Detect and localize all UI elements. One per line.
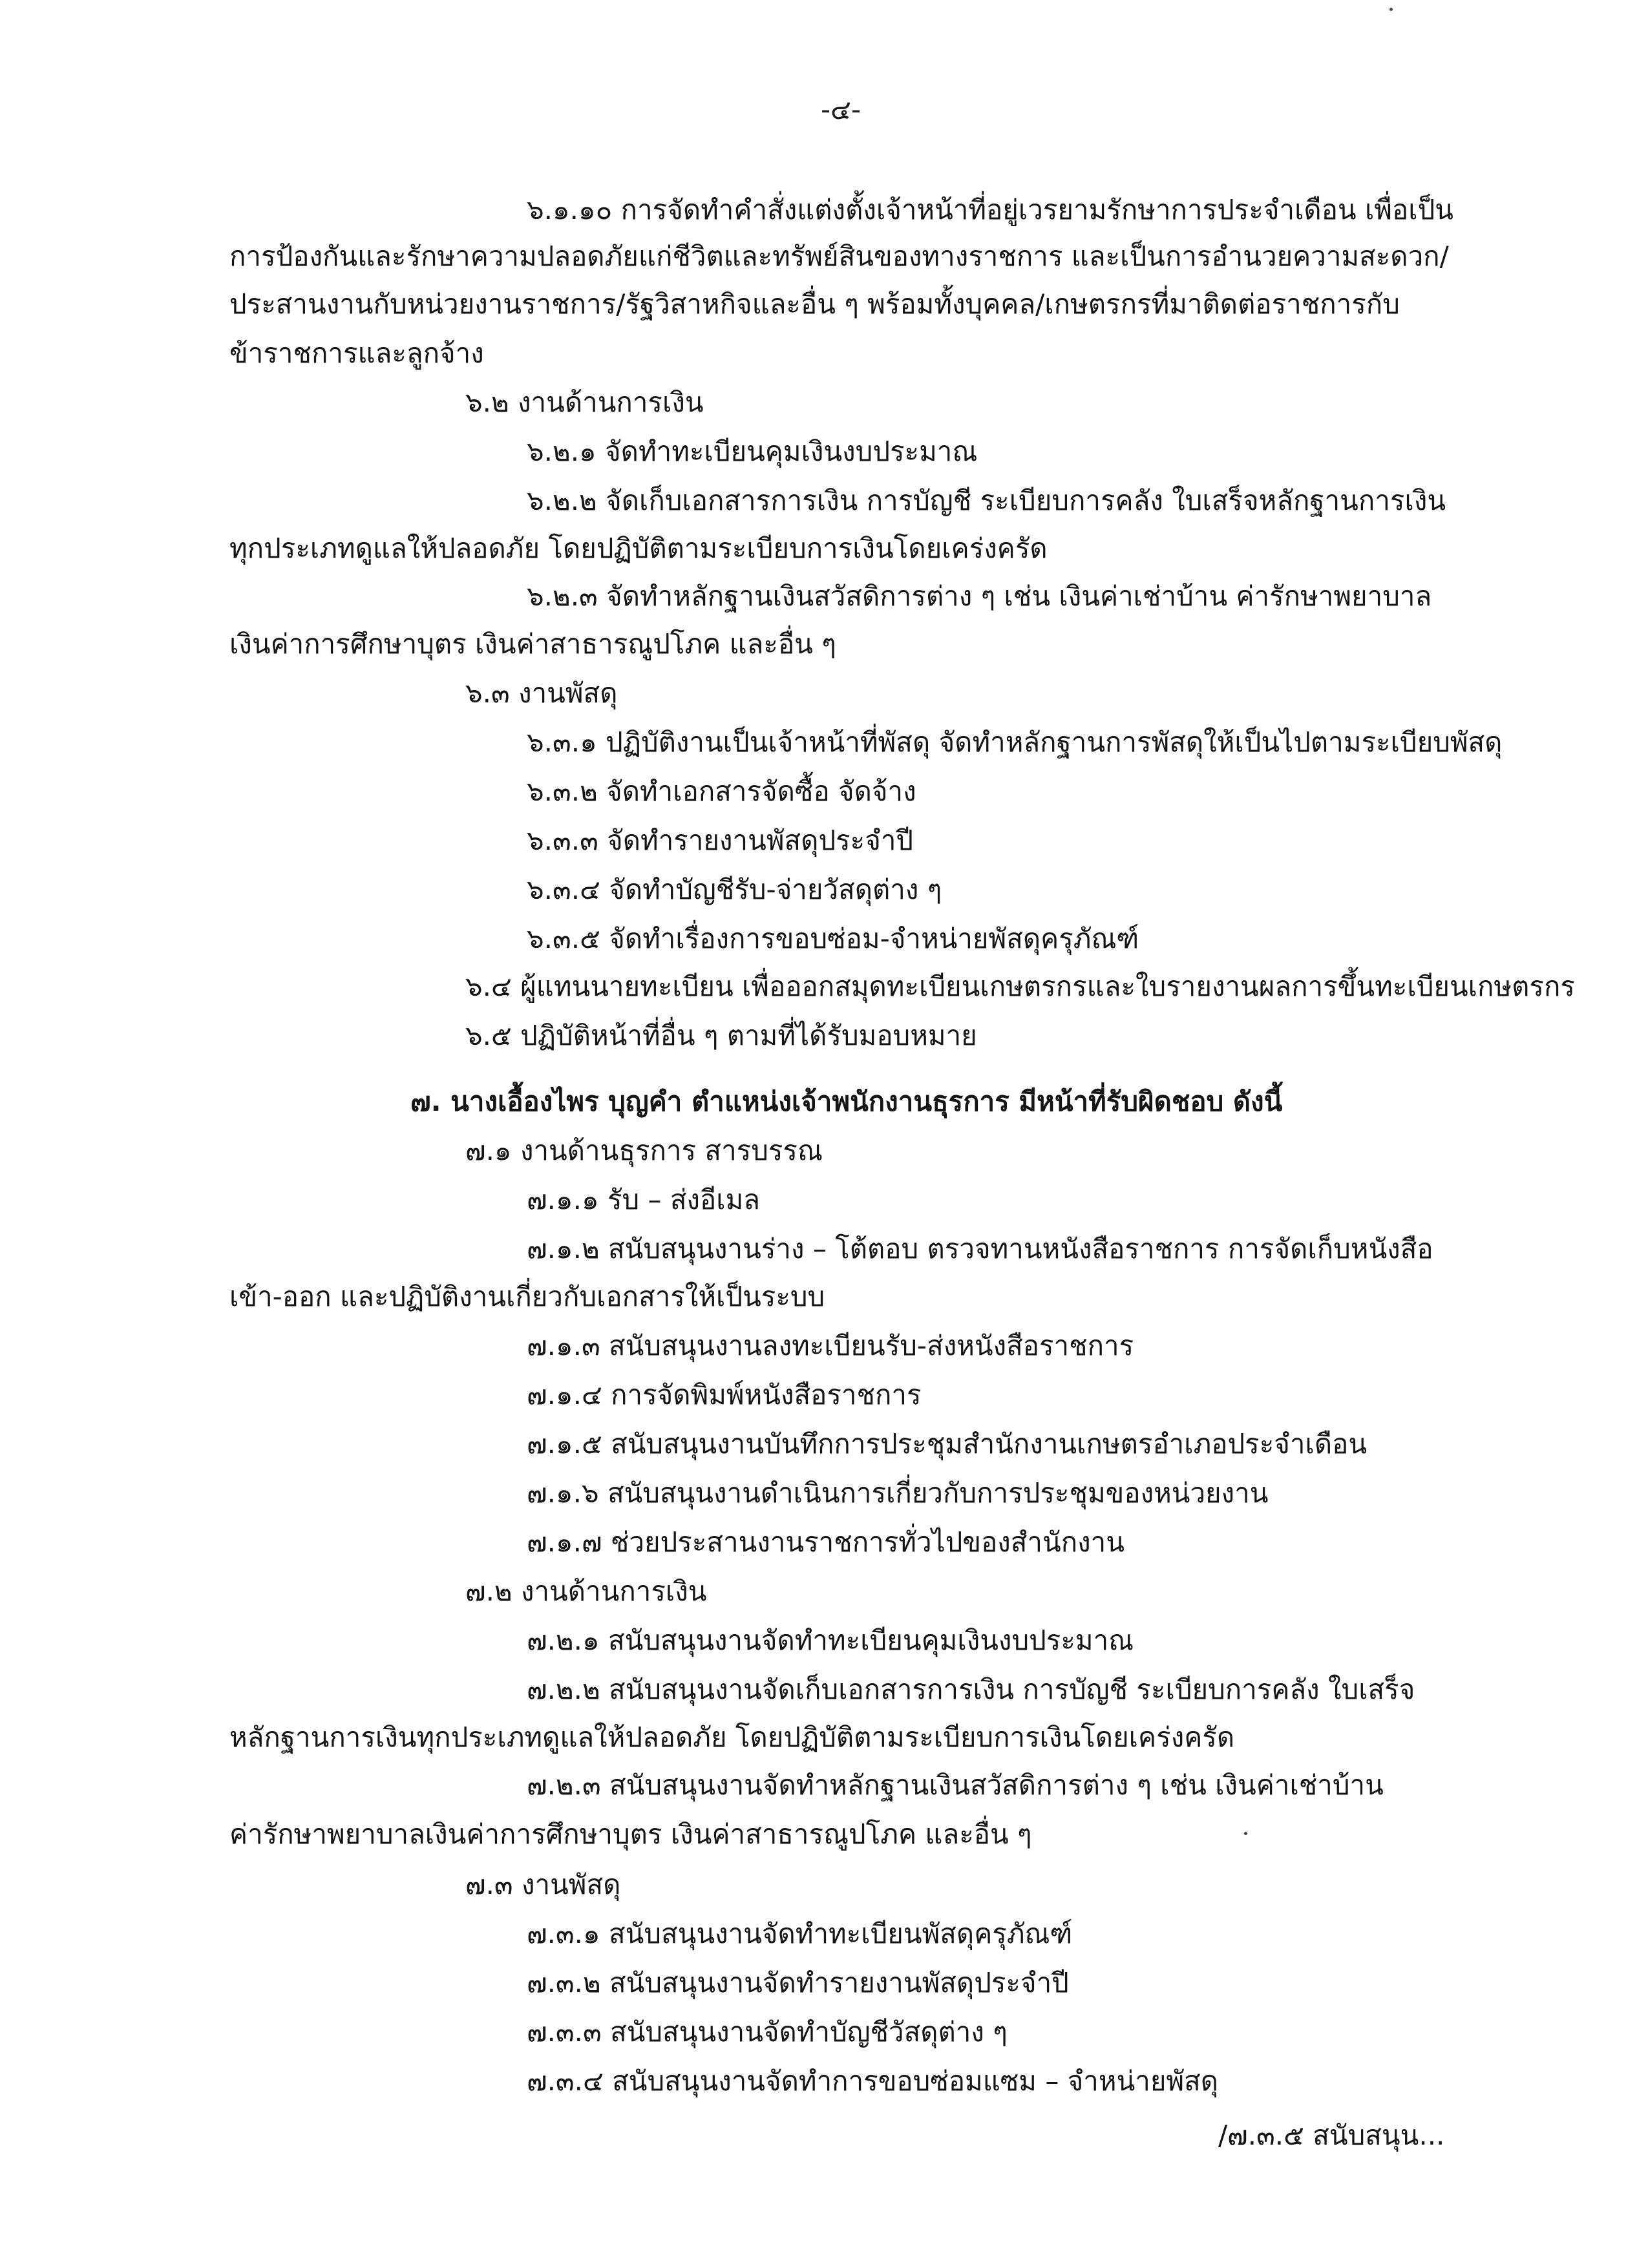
text-line: ๗.๑.๒ สนับสนุนงานร่าง – โต้ตอบ ตรวจทานหนังสือราชการ การจัดเก็บหนังสือ	[527, 1233, 1433, 1265]
text-line: ประสานงานกับหน่วยงานราชการ/รัฐวิสาหกิจและอื่น ๆ พร้อมทั้งบุคคล/เกษตรกรที่มาติดต่อราชการกับ	[229, 288, 1400, 320]
section-heading: ๗. นางเอื้องไพร บุญคำ ตำแหน่งเจ้าพนักงานธุรการ มีหน้าที่รับผิดชอบ ดังนี้	[410, 1086, 1283, 1117]
text-line: ๖.๒.๑ จัดทำทะเบียนคุมเงินงบประมาณ	[527, 436, 978, 467]
text-line: ๖.๓.๒ จัดทำเอกสารจัดซื้อ จัดจ้าง	[527, 775, 916, 807]
text-line: ๗.๒.๓ สนับสนุนงานจัดทำหลักฐานเงินสวัสดิการต่าง ๆ เช่น เงินค่าเช่าบ้าน	[527, 1769, 1384, 1801]
text-line: ๖.๑.๑๐ การจัดทำคำสั่งแต่งตั้งเจ้าหน้าที่อยู่เวรยามรักษาการประจำเดือน เพื่อเป็น	[527, 194, 1453, 226]
scan-speck	[1244, 1832, 1247, 1835]
text-line: ๖.๓.๑ ปฏิบัติงานเป็นเจ้าหน้าที่พัสดุ จัดทำหลักฐานการพัสดุให้เป็นไปตามระเบียบพัสดุ	[527, 726, 1503, 758]
text-line: เงินค่าการศึกษาบุตร เงินค่าสาธารณูปโภค และอื่น ๆ	[229, 628, 836, 660]
continuation-note: /๗.๓.๕ สนับสนุน...	[1218, 2119, 1445, 2151]
text-line: ๗.๑.๔ การจัดพิมพ์หนังสือราชการ	[527, 1379, 922, 1411]
scan-speck	[1389, 8, 1393, 11]
text-line: ๗.๒.๑ สนับสนุนงานจัดทำทะเบียนคุมเงินงบประมาณ	[527, 1624, 1134, 1656]
text-line: ข้าราชการและลูกจ้าง	[229, 337, 484, 369]
text-line: ๖.๓.๔ จัดทำบัญชีรับ-จ่ายวัสดุต่าง ๆ	[527, 874, 942, 905]
text-line: ๗.๑.๖ สนับสนุนงานดำเนินการเกี่ยวกับการประชุมของหน่วยงาน	[527, 1477, 1269, 1509]
text-line: ๗.๓ งานพัสดุ	[465, 1869, 621, 1900]
text-line: ๖.๓.๓ จัดทำรายงานพัสดุประจำปี	[527, 824, 914, 856]
text-line: ๗.๑.๗ ช่วยประสานงานราชการทั่วไปของสำนักงาน	[527, 1526, 1125, 1558]
text-line: ๗.๓.๔ สนับสนุนงานจัดทำการขอบซ่อมแซม – จำหน่ายพัสดุ	[527, 2065, 1219, 2097]
text-line: การป้องกันและรักษาความปลอดภัยแก่ชีวิตและทรัพย์สินของทางราชการ และเป็นการอำนวยความสะดวก/	[229, 240, 1449, 272]
text-line: ๗.๒ งานด้านการเงิน	[465, 1575, 707, 1607]
text-line: ๖.๓ งานพัสดุ	[465, 677, 618, 709]
text-line: ๗.๑ งานด้านธุรการ สารบรรณ	[465, 1135, 823, 1166]
text-line: ๖.๔ ผู้แทนนายทะเบียน เพื่อออกสมุดทะเบียนเกษตรกรและใบรายงานผลการขึ้นทะเบียนเกษตรกร	[465, 971, 1575, 1002]
text-line: ๗.๒.๒ สนับสนุนงานจัดเก็บเอกสารการเงิน การบัญชี ระเบียบการคลัง ใบเสร็จ	[527, 1674, 1415, 1705]
text-line: ทุกประเภทดูแลให้ปลอดภัย โดยปฏิบัติตามระเบียบการเงินโดยเคร่งครัด	[229, 532, 1048, 564]
text-line: ๖.๓.๕ จัดทำเรื่องการขอบซ่อม-จำหน่ายพัสดุครุภัณฑ์	[527, 923, 1139, 954]
page-number: -๔-	[821, 94, 861, 125]
text-line: ๗.๑.๓ สนับสนุนงานลงทะเบียนรับ-ส่งหนังสือราชการ	[527, 1330, 1134, 1361]
text-line: ๖.๒.๒ จัดเก็บเอกสารการเงิน การบัญชี ระเบียบการคลัง ใบเสร็จหลักฐานการเงิน	[527, 485, 1446, 516]
text-line: เข้า-ออก และปฏิบัติงานเกี่ยวกับเอกสารให้เป็นระบบ	[229, 1281, 825, 1312]
text-line: หลักฐานการเงินทุกประเภทดูแลให้ปลอดภัย โดยปฏิบัติตามระเบียบการเงินโดยเคร่งครัด	[229, 1721, 1235, 1753]
text-line: ๗.๓.๓ สนับสนุนงานจัดทำบัญชีวัสดุต่าง ๆ	[527, 2016, 1008, 2048]
text-line: ๗.๑.๑ รับ – ส่งอีเมล	[527, 1184, 761, 1215]
text-line: ๖.๒ งานด้านการเงิน	[465, 386, 704, 418]
text-line: ๖.๕ ปฏิบัติหน้าที่อื่น ๆ ตามที่ได้รับมอบหมาย	[465, 1020, 977, 1051]
text-line: ๗.๓.๒ สนับสนุนงานจัดทำรายงานพัสดุประจำปี	[527, 1967, 1069, 1999]
text-line: ๖.๒.๓ จัดทำหลักฐานเงินสวัสดิการต่าง ๆ เช่น เงินค่าเช่าบ้าน ค่ารักษาพยาบาล	[527, 580, 1432, 612]
text-line: ๗.๑.๕ สนับสนุนงานบันทึกการประชุมสำนักงานเกษตรอำเภอประจำเดือน	[527, 1428, 1368, 1460]
text-line: ค่ารักษาพยาบาลเงินค่าการศึกษาบุตร เงินค่าสาธารณูปโภค และอื่น ๆ	[229, 1818, 1032, 1850]
text-line: ๗.๓.๑ สนับสนุนงานจัดทำทะเบียนพัสดุครุภัณฑ์	[527, 1918, 1073, 1949]
